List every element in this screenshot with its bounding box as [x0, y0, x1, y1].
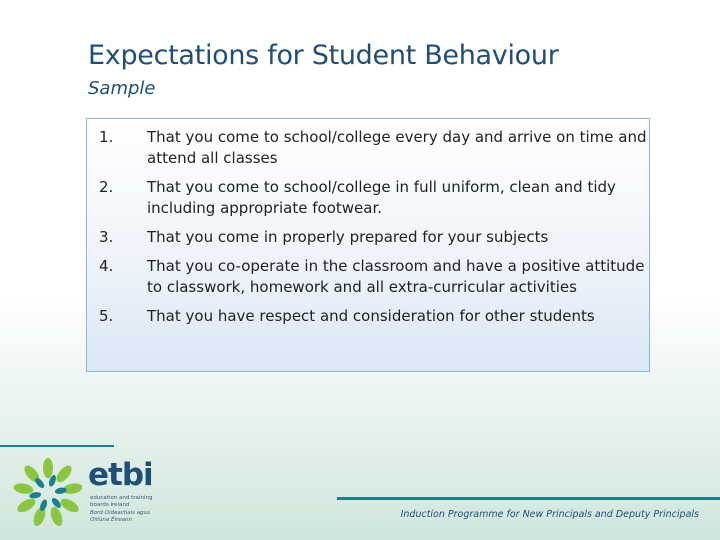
logo-subtitle-line: boards ireland	[90, 502, 130, 508]
list-item-number: 5.	[99, 307, 114, 325]
slide-subtitle: Sample	[88, 78, 156, 99]
list-item-text: That you have respect and consideration for other students	[147, 307, 595, 325]
list-item-number: 1.	[99, 128, 114, 146]
logo-divider-line	[0, 445, 114, 447]
list-item-number: 3.	[99, 228, 114, 246]
list-item-text: That you come in properly prepared for your subjects	[147, 228, 549, 246]
expectations-box	[86, 118, 650, 372]
list-item	[87, 177, 649, 219]
expectations-list	[87, 119, 649, 327]
slide-title: Expectations for Student Behaviour	[88, 40, 559, 71]
logo-subtitle-line: education and training	[90, 495, 153, 501]
logo-brand-text: etbi	[88, 457, 153, 493]
list-item	[87, 306, 649, 327]
logo-subtitle-line: Oiliúna Éireann	[90, 517, 132, 523]
list-item-text: That you co-operate in the classroom and have a positive attitude to classwork, homework and all extra-curricular activities	[147, 257, 645, 296]
footer-text: Induction Programme for New Principals and Deputy Principals	[400, 509, 699, 520]
etbi-logo	[10, 455, 190, 535]
footer-divider-line	[337, 497, 720, 500]
list-item-text: That you come to school/college in full uniform, clean and tidy including appropriate footwear.	[147, 178, 616, 217]
list-item	[87, 256, 649, 298]
list-item	[87, 227, 649, 248]
list-item	[87, 127, 649, 169]
list-item-number: 4.	[99, 257, 114, 275]
logo-subtitle-line: Bord Oideachais agus	[90, 510, 150, 516]
swirl-logo-icon	[12, 455, 82, 531]
list-item-text: That you come to school/college every day and arrive on time and attend all classes	[147, 128, 647, 167]
list-item-number: 2.	[99, 178, 114, 196]
